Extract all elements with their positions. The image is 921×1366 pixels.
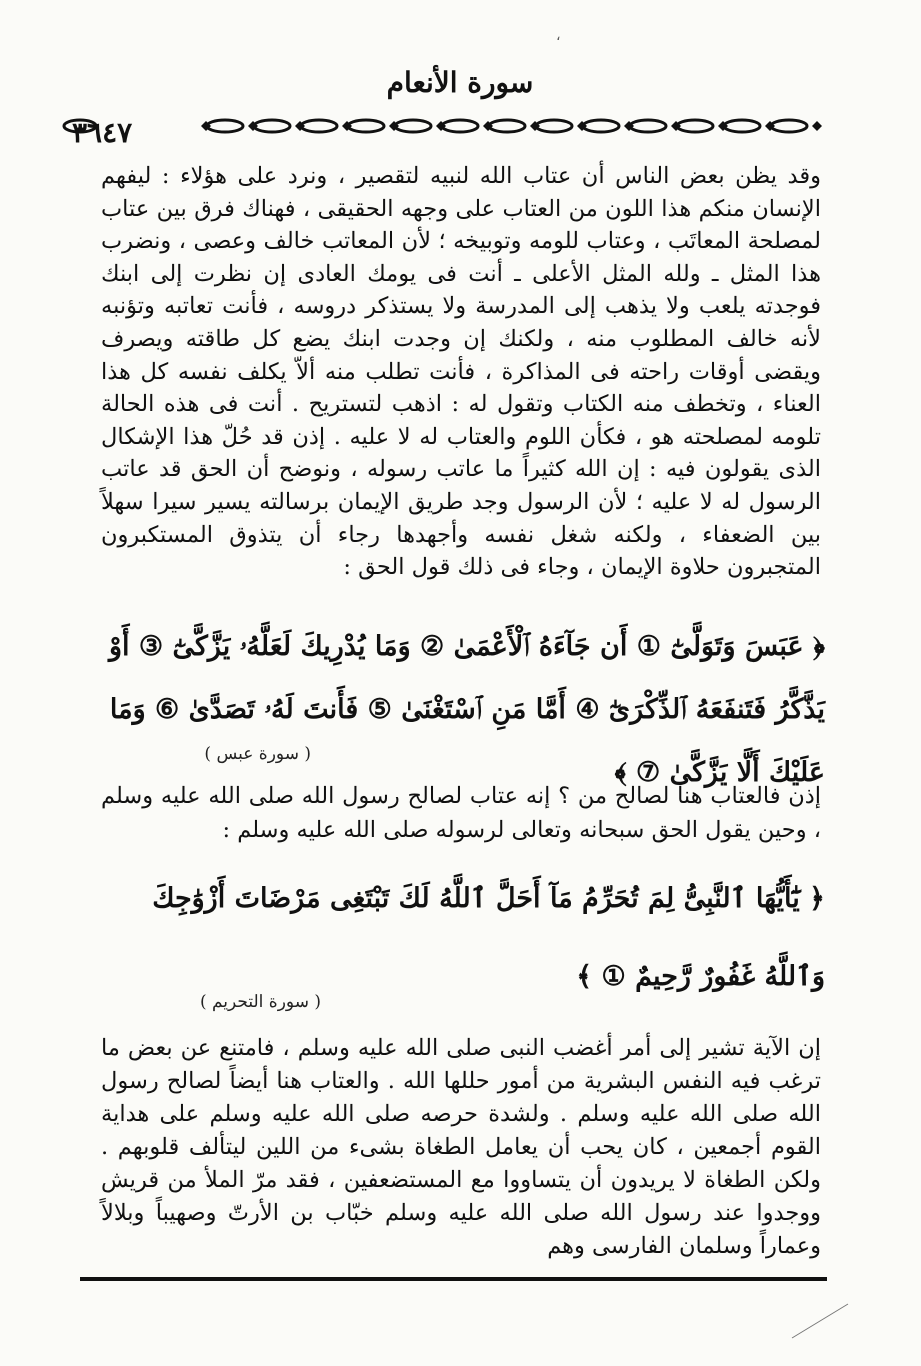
body-paragraph-2: إذن فالعتاب هنا لصالح من ؟ إنه عتاب لصالح رسول الله صلى الله عليه وسلم ، وحين يقول الحق سبحانه وتعالى لرسوله صلى الله عليه وسلم : — [101, 783, 821, 843]
verse-source-tahrim: ( سورة التحريم ) — [199, 992, 321, 1012]
body-paragraph-1: وقد يظن بعض الناس أن عتاب الله لنبيه لتقصير ، ونرد على هؤلاء : ليفهم الإنسان منكم هذا اللون من العتاب على وجهه الحقيقى ، فهناك فرق بين عتاب لمصلحة المعاتَب ، وعتاب للومه وتوبيخه ؛ لأن المعاتب خالف وعصى ، ونضرب هذا المثل ـ ولله المثل الأعلى ـ أنت فى يومك العادى إن نظرت إلى ابنك فوجدته يلعب ولا يذهب إلى المدرسة ولا يستذكر دروسه ، فأنت تعاتبه وتؤنبه لأنه خالف المطلوب منه ، ولكنك إن وجدت ابنك يضع كل طاقته ويصرف ويقضى أوقات راحته فى المذاكرة ، فأنت تطلب منه ألاّ يكلف نفسه كل هذا العناء ، وتخطف منه الكتاب وتقول له : اذهب لتستريح . أنت فى هذه الحالة تلومه لمصلحته هو ، فكأن اللوم والعتاب له لا عليه . إذن قد حُلّ هذا الإشكال الذى يقولون فيه : إن الله كثيراً ما عاتب رسوله ، ونوضح أن الحق قد عاتب الرسول له لا عليه ؛ لأن الرسول وجد طريق الإيمان برسالته يسير سيرا سهلاً بين الضعفاء ، ولكنه شغل نفسه وأجهدها رجاء أن يتذوق المستكبرون المتجبرون حلاوة الإيمان ، وجاء فى ذلك قول الحق : — [101, 163, 821, 581]
body-paragraph-3: إن الآية تشير إلى أمر أغضب النبى صلى الله عليه وسلم ، فامتنع عن بعض ما ترغب فيه النفس البشرية من أمور حللها الله . والعتاب هنا أيضاً لصالح رسول الله صلى الله عليه وسلم . ولشدة حرصه صلى الله عليه وسلم على هداية القوم أجمعين ، كان يحب أن يعامل الطغاة بشىء من اللين ليتألف قلوبهم . ولكن الطغاة لا يريدون أن يتساووا مع المستضعفين ، فقد مرّ الملأ من قريش ووجدوا عند رسول الله صلى الله عليه وسلم خبّاب بن الأرتّ وصهيباً وبلالاً وعماراً وسلمان الفارسى وهم — [101, 1035, 821, 1259]
page-corner-mark — [790, 1300, 850, 1340]
verse-source-abasa: ( سورة عبس ) — [204, 744, 311, 764]
page-number: ٣٦٤٧ — [72, 116, 133, 149]
ornamental-border-line — [60, 110, 835, 142]
bottom-rule — [80, 1277, 827, 1281]
surah-header-title: سورة الأنعام — [386, 66, 534, 99]
quran-verse-tahrim: ﴿ يَٰٓأَيُّهَا ٱلنَّبِىُّ لِمَ تُحَرِّمُ مَآ أَحَلَّ ٱللَّهُ لَكَ تَبْتَغِى مَرْضَاتَ أَزْوَٰجِكَ وَٱللَّهُ غَفُورٌ رَّحِيمٌ ① ﴾ — [152, 883, 825, 992]
quran-verse-abasa: ﴿ عَبَسَ وَتَوَلَّىٰٓ ① أَن جَآءَهُ ٱلْأَعْمَىٰ ② وَمَا يُدْرِيكَ لَعَلَّهُۥ يَزَّكَّىٰٓ ③ أَوْ يَذَّكَّرُ فَتَنفَعَهُ ٱلذِّكْرَىٰٓ ④ أَمَّا مَنِ ٱسْتَغْنَىٰ ⑤ فَأَنتَ لَهُۥ تَصَدَّىٰ ⑥ وَمَا عَلَيْكَ أَلَّا يَزَّكَّىٰ ⑦ ﴾ — [108, 631, 825, 788]
top-mark: ، — [556, 28, 561, 44]
